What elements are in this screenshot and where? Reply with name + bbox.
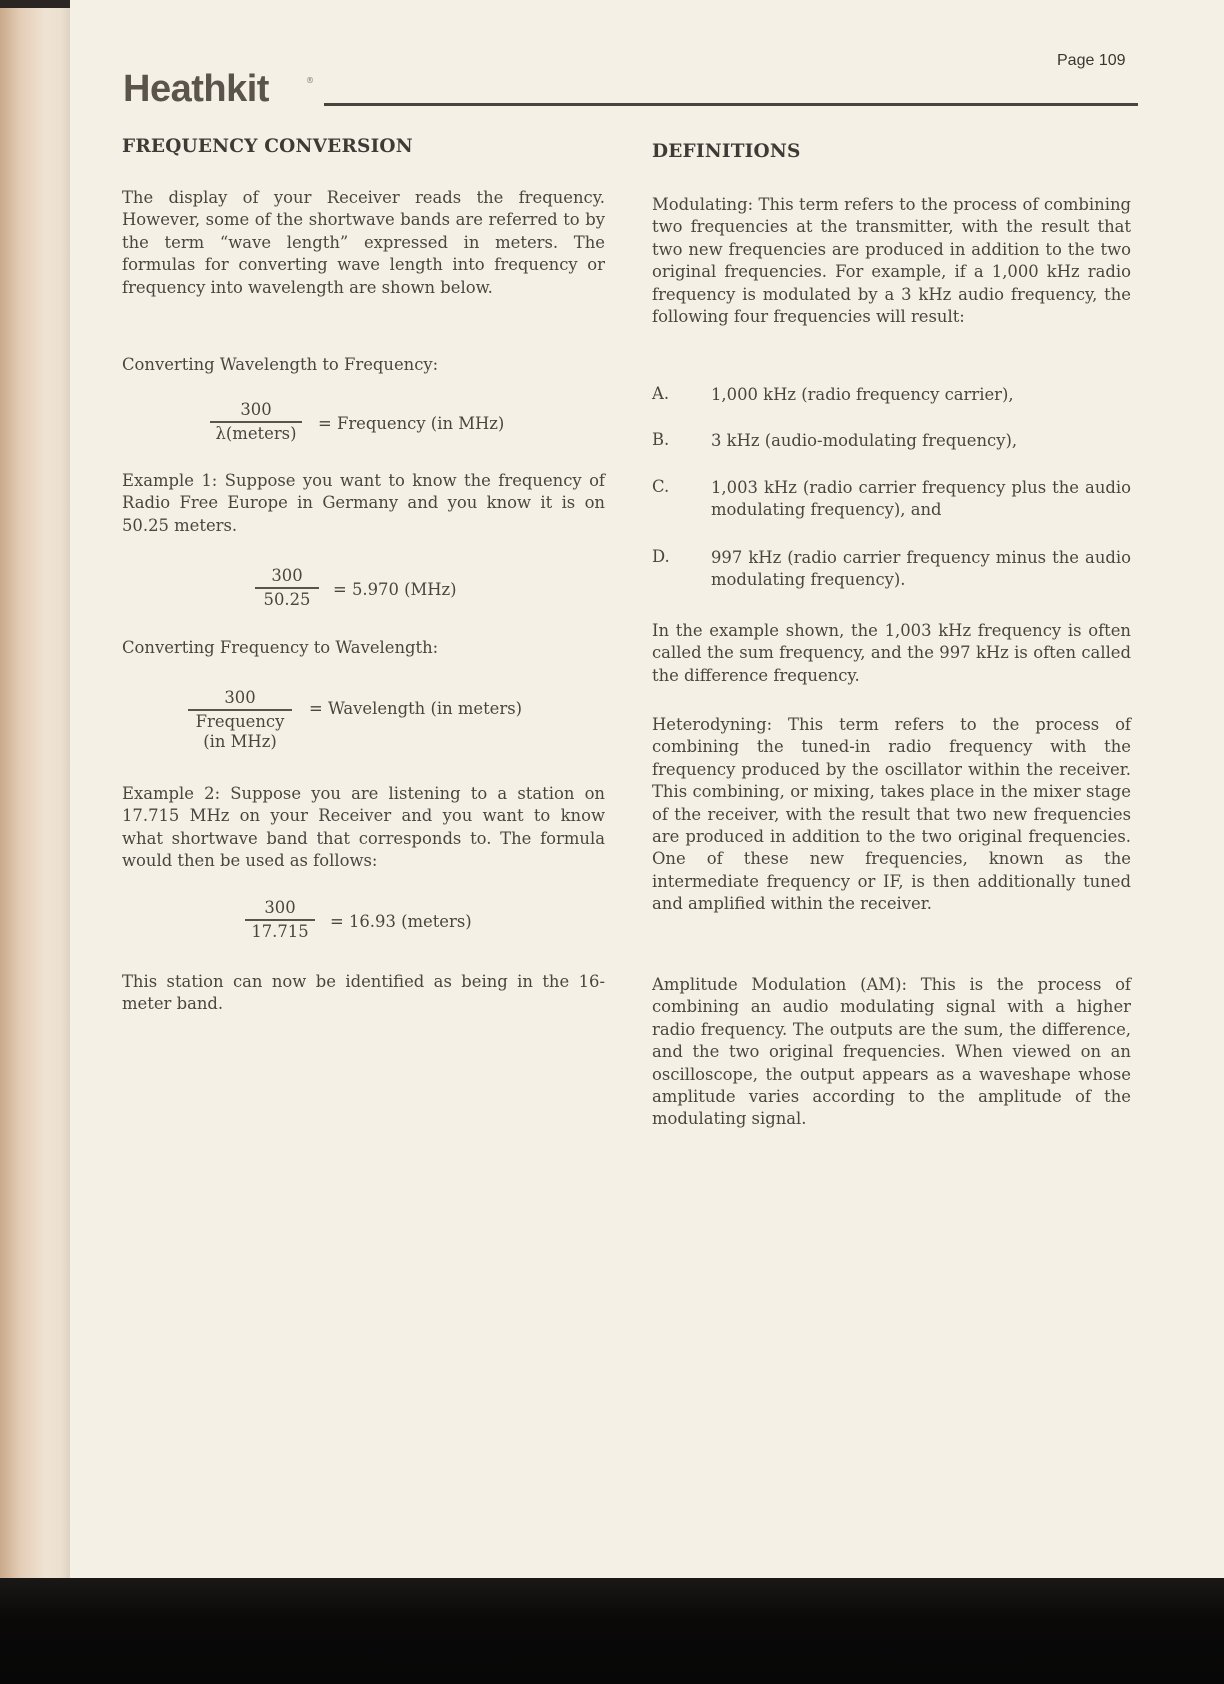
frequency-conversion-heading: FREQUENCY CONVERSION bbox=[122, 136, 413, 157]
definitions-heading: DEFINITIONS bbox=[652, 141, 801, 162]
formula3-numerator: 300 bbox=[224, 688, 256, 707]
example1-paragraph: Example 1: Suppose you want to know the frequency of Radio Free Europe in Germany and you know it is on 50.25 meters. bbox=[122, 471, 605, 535]
formula3-denominator-units: (in MHz) bbox=[203, 731, 277, 751]
formula1-result: = Frequency (in MHz) bbox=[318, 414, 505, 433]
conclusion-paragraph: This station can now be identified as being in the 16-meter band. bbox=[122, 972, 605, 1014]
formula2-fraction bbox=[255, 566, 319, 609]
intro-paragraph: The display of your Receiver reads the frequency. However, some of the shortwave bands are referred to by the term “wave length” expressed in meters. The formulas for converting wave length into frequency or frequency into wavelength are shown below. bbox=[122, 188, 605, 297]
list-item-letter: A. bbox=[652, 384, 670, 403]
header-rule bbox=[324, 103, 1138, 106]
page-number: Page 109 bbox=[1057, 52, 1126, 69]
converting-wl-to-freq-label: Converting Wavelength to Frequency: bbox=[122, 355, 439, 374]
binding-corner bbox=[0, 0, 70, 8]
list-item-text: 3 kHz (audio-modulating frequency), bbox=[711, 431, 1018, 450]
formula1-fraction bbox=[210, 400, 302, 443]
modulating-definition: Modulating: This term refers to the process of combining two frequencies at the transmitter, with the result that two new frequencies are produced in addition to the two original frequencies. For example, if a 1,000 kHz radio frequency is modulated by a 3 kHz audio frequency, the following four frequencies will result: bbox=[652, 195, 1131, 327]
formula2-denominator: 50.25 bbox=[263, 589, 311, 609]
converting-freq-to-wl-label: Converting Frequency to Wavelength: bbox=[122, 638, 439, 657]
list-item-text: 1,000 kHz (radio frequency carrier), bbox=[711, 385, 1014, 404]
formula4-numerator: 300 bbox=[264, 898, 296, 917]
list-item-letter: D. bbox=[652, 547, 670, 566]
amplitude-modulation-definition: Amplitude Modulation (AM): This is the process of combining an audio modulating signal with a higher radio frequency. The outputs are the sum, the difference, and the two original frequencies. When viewed on an oscilloscope, the output appears as a waveshape whose amplitude varies according to the amplitude of the modulating signal. bbox=[652, 975, 1131, 1129]
scan-background bbox=[0, 1578, 1224, 1684]
brand-logo: Heathkit bbox=[123, 68, 269, 110]
list-item-letter: C. bbox=[652, 477, 670, 496]
formula3-result: = Wavelength (in meters) bbox=[309, 699, 523, 718]
formula4-denominator: 17.715 bbox=[251, 921, 309, 941]
formula4-result: = 16.93 (meters) bbox=[330, 912, 472, 931]
binding-edge bbox=[0, 0, 70, 1578]
list-item-text: 997 kHz (radio carrier frequency minus the audio modulating frequency). bbox=[711, 548, 1131, 590]
list-item-text: 1,003 kHz (radio carrier frequency plus the audio modulating frequency), and bbox=[711, 478, 1131, 520]
formula2-result: = 5.970 (MHz) bbox=[333, 580, 457, 599]
formula1-denominator: λ(meters) bbox=[215, 423, 297, 443]
formula3-denominator: Frequency bbox=[195, 711, 285, 731]
formula2-numerator: 300 bbox=[271, 566, 303, 585]
sum-difference-note: In the example shown, the 1,003 kHz frequency is often called the sum frequency, and the 997 kHz is often called the difference frequency. bbox=[652, 621, 1131, 685]
example2-paragraph: Example 2: Suppose you are listening to a station on 17.715 MHz on your Receiver and you want to know what shortwave band that corresponds to. The formula would then be used as follows: bbox=[122, 784, 605, 871]
list-item-letter: B. bbox=[652, 430, 670, 449]
brand-registered-mark: ® bbox=[306, 76, 314, 85]
formula3-fraction bbox=[188, 688, 292, 751]
formula1-numerator: 300 bbox=[240, 400, 272, 419]
heterodyning-definition: Heterodyning: This term refers to the process of combining the tuned-in radio frequency with the frequency produced by the oscillator within the receiver. This combining, or mixing, takes place in the mixer stage of the receiver, with the result that two new frequencies are produced in addition to the two original frequencies. One of these new frequencies, known as the intermediate frequency or IF, is then additionally tuned and amplified within the receiver. bbox=[652, 715, 1131, 914]
formula4-fraction bbox=[245, 898, 315, 941]
